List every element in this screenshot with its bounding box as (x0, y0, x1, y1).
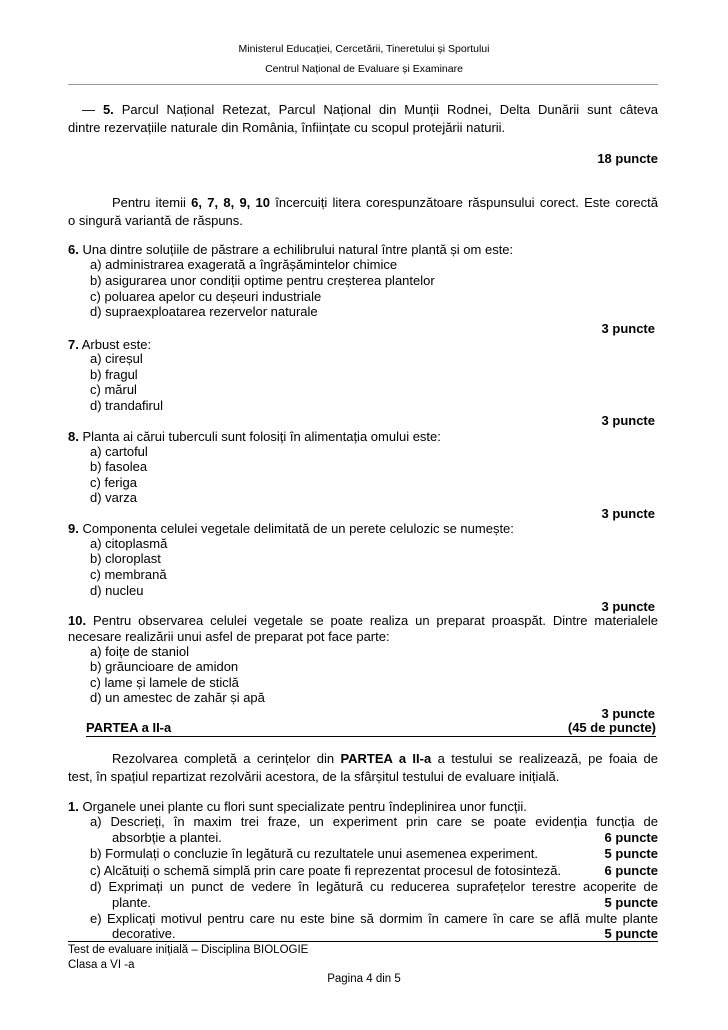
q9-option-b: b) cloroplast (90, 551, 161, 566)
instructions-line2: o singură variantă de răspuns. (68, 213, 243, 228)
q9-points: 3 puncte (601, 599, 655, 614)
header-divider (68, 84, 658, 85)
q10-option-c: c) lame și lamele de sticlă (90, 675, 239, 690)
q7-option-c: c) mărul (90, 382, 137, 397)
q6-points: 3 puncte (601, 321, 655, 336)
question-10-line2: necesare realizării unui asfel de preparat pot face parte: (68, 629, 390, 644)
question-6: 6. Una dintre soluțiile de păstrare a echilibrului natural între plantă și om este: (68, 242, 514, 257)
page-number: Pagina 4 din 5 (327, 973, 401, 985)
header-ministry: Ministerul Educației, Cercetării, Tineretului și Sportului (238, 43, 490, 55)
item5-points: 18 puncte (597, 151, 658, 166)
item5-line1: — 5. Parcul Național Retezat, Parcul Național din Munții Rodnei, Delta Dunării sunt câteva (82, 102, 658, 117)
item5-line2: dintre rezervațiile naturale din România, înființate cu scopul protejării naturii. (68, 120, 506, 135)
instructions-line1: Pentru itemii 6, 7, 8, 9, 10 încercuiți litera corespunzătoare răspunsului corect. Este corectă (112, 195, 658, 210)
q1-d-line1: d) Exprimați un punct de vedere în legătură cu reducerea suprafețelor terestre acoperite de (90, 879, 658, 894)
question-9: 9. Componenta celulei vegetale delimitată de un perete celulozic se numește: (68, 521, 514, 536)
q10-option-b: b) grăuncioare de amidon (90, 659, 239, 674)
part2-intro-line2: test, în spațiul repartizat rezolvării acestora, de la sfârșitul testului de evaluare inițială. (68, 769, 560, 784)
q6-option-c: c) poluarea apelor cu deșeuri industriale (90, 289, 322, 304)
q10-option-a: a) foițe de staniol (90, 644, 190, 659)
q6-option-a: a) administrarea exagerată a îngrășămintelor chimice (90, 257, 398, 272)
q7-option-b: b) fragul (90, 367, 138, 382)
footer-test-title: Test de evaluare inițială – Disciplina BIOLOGIE (68, 944, 309, 956)
q6-option-d: d) supraexploatarea rezervelor naturale (90, 304, 318, 319)
part2-intro-line1: Rezolvarea completă a cerințelor din PARTEA a II-a a testului se realizează, pe foaia de (112, 751, 658, 766)
part2-title: PARTEA a II-a (86, 720, 172, 735)
q8-option-a: a) cartoful (90, 444, 148, 459)
header-center: Centrul Național de Evaluare și Examinare (265, 63, 463, 75)
q1-b: b) Formulați o concluzie în legătură cu rezultatele unui asemenea experiment. 5 puncte (90, 846, 658, 861)
q7-option-a: a) cireșul (90, 351, 143, 366)
q7-points: 3 puncte (601, 413, 655, 428)
q10-option-d: d) un amestec de zahăr și apă (90, 690, 265, 705)
q1-e-line1: e) Explicați motivul pentru care nu este bine să dormim în camere în care se află multe plante (90, 911, 658, 926)
q8-points: 3 puncte (601, 506, 655, 521)
footer-divider (68, 941, 658, 942)
question-10-line1: 10. Pentru observarea celulei vegetale se poate realiza un preparat proaspăt. Dintre materialele (68, 613, 658, 628)
q1-d-line2: plante. 5 puncte (112, 895, 658, 910)
q1-a-line1: a) Descrieți, în maxim trei fraze, un experiment prin care se poate evidenția funcția de (90, 814, 658, 829)
part2-question-1: 1. Organele unei plante cu flori sunt specializate pentru îndeplinirea unor funcții. (68, 799, 527, 814)
q6-option-b: b) asigurarea unor condiții optime pentru creșterea plantelor (90, 273, 435, 288)
q8-option-b: b) fasolea (90, 459, 148, 474)
q7-option-d: d) trandafirul (90, 398, 163, 413)
q8-option-c: c) feriga (90, 475, 137, 490)
footer-class: Clasa a VI -a (68, 959, 135, 971)
q1-a-line2: absorbție a plantei. 6 puncte (112, 830, 658, 845)
q9-option-d: d) nucleu (90, 583, 144, 598)
q8-option-d: d) varza (90, 490, 137, 505)
question-8: 8. Planta ai cărui tuberculi sunt folosiți în alimentația omului este: (68, 429, 441, 444)
question-7: 7. Arbust este: (68, 337, 152, 352)
q9-option-c: c) membrană (90, 567, 167, 582)
part2-points: (45 de puncte) (567, 720, 656, 735)
part2-heading (86, 720, 656, 737)
q1-e-line2: decorative. 5 puncte (112, 926, 658, 941)
q1-c: c) Alcătuiți o schemă simplă prin care poate fi reprezentat procesul de fotosinteză. 6 puncte (90, 863, 658, 878)
q10-points: 3 puncte (601, 706, 655, 721)
q9-option-a: a) citoplasmă (90, 536, 168, 551)
